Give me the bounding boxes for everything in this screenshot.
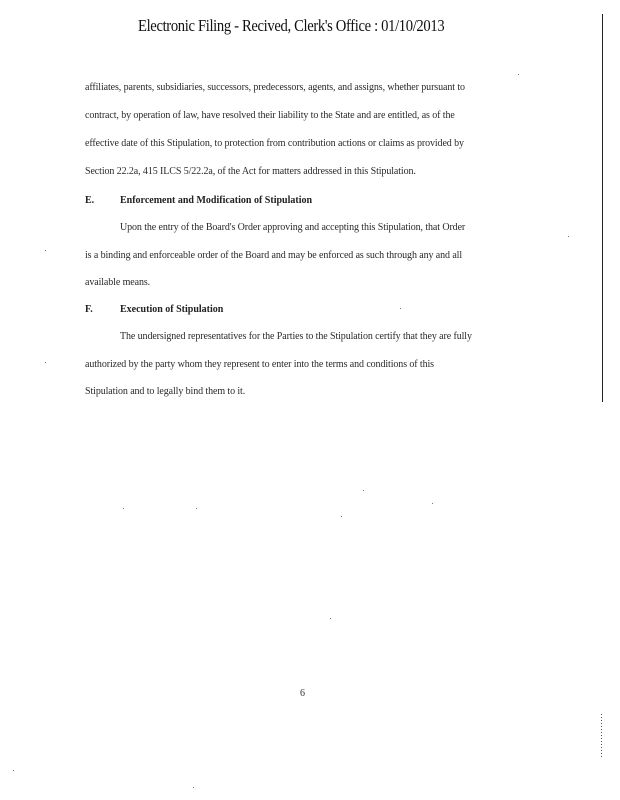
scan-edge-dots bbox=[601, 714, 602, 758]
scan-speck bbox=[518, 74, 519, 75]
scan-speck bbox=[432, 503, 433, 504]
section-f-line: Stipulation and to legally bind them to it. bbox=[85, 386, 246, 397]
section-f-title: Execution of Stipulation bbox=[120, 304, 224, 315]
paragraph-line: Section 22.2a, 415 ILCS 5/22.2a, of the Act for matters addressed in this Stipulation. bbox=[85, 166, 416, 177]
section-e-letter: E. bbox=[85, 195, 95, 206]
scan-edge-line bbox=[602, 14, 603, 402]
scan-speck bbox=[13, 770, 14, 771]
section-e-title: Enforcement and Modification of Stipulation bbox=[120, 195, 313, 206]
paragraph-line: affiliates, parents, subsidiaries, successors, predecessors, agents, and assigns, whether pursuant to bbox=[85, 82, 465, 93]
scan-speck bbox=[196, 508, 197, 509]
section-f-line: The undersigned representatives for the Parties to the Stipulation certify that they are fully bbox=[120, 331, 472, 342]
section-e-line: Upon the entry of the Board's Order approving and accepting this Stipulation, that Order bbox=[120, 222, 466, 233]
section-f-letter: F. bbox=[85, 304, 93, 315]
scan-speck bbox=[363, 490, 364, 491]
scan-speck bbox=[330, 618, 331, 619]
scan-speck bbox=[123, 508, 124, 509]
scan-speck bbox=[45, 362, 46, 363]
scan-speck bbox=[45, 250, 46, 251]
filing-stamp-header: Electronic Filing - Recived, Clerk's Office : 01/10/2013 bbox=[138, 16, 445, 35]
scan-speck bbox=[568, 236, 569, 237]
scan-speck bbox=[400, 308, 401, 309]
section-e-line: is a binding and enforceable order of the Board and may be enforced as such through any and all bbox=[85, 250, 463, 261]
page-number: 6 bbox=[300, 688, 305, 699]
section-e-line: available means. bbox=[85, 277, 151, 288]
scan-speck bbox=[193, 787, 194, 788]
paragraph-line: contract, by operation of law, have resolved their liability to the State and are entitled, as of the bbox=[85, 110, 455, 121]
section-f-line: authorized by the party whom they represent to enter into the terms and conditions of this bbox=[85, 359, 434, 370]
paragraph-line: effective date of this Stipulation, to protection from contribution actions or claims as provided by bbox=[85, 138, 464, 149]
scan-speck bbox=[341, 516, 342, 517]
